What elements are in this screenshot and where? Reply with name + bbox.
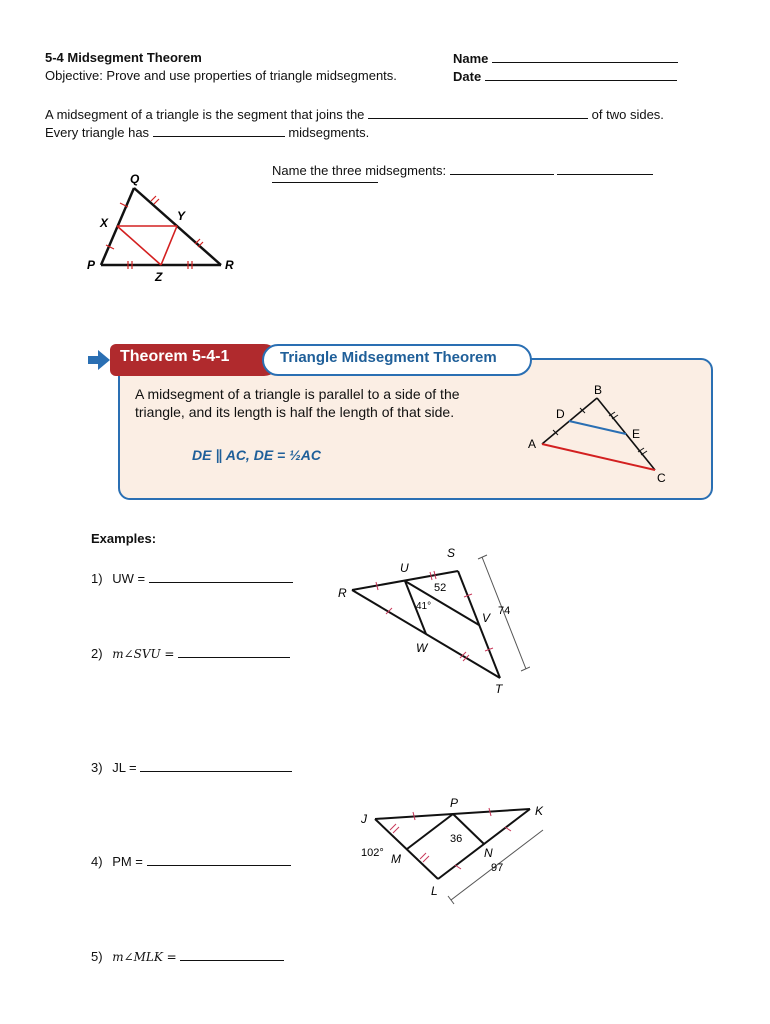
example-3 (91, 758, 292, 776)
midsegment-blank-1[interactable] (450, 161, 554, 175)
label-r2: R (338, 586, 347, 600)
label-l: L (431, 884, 438, 898)
label-w: W (416, 641, 428, 655)
label-a: A (528, 437, 537, 451)
definition-line-1 (45, 105, 664, 123)
name-label: Name (453, 51, 489, 66)
label-v: V (482, 611, 491, 625)
date-label: Date (453, 69, 482, 84)
triangle-rst-figure (330, 545, 530, 700)
label-s: S (447, 546, 456, 560)
midsegment-blank-2[interactable] (557, 161, 653, 175)
definition-text: A midsegment of a triangle is the segment that joins the (45, 107, 365, 122)
example-number: 1) (91, 571, 103, 586)
midsegments-prompt (272, 161, 653, 179)
theorem-title: Triangle Midsegment Theorem (280, 349, 497, 366)
label-p: P (87, 258, 96, 272)
label-x: X (100, 216, 109, 230)
theorem-label: Theorem 5-4-1 (120, 348, 230, 365)
label-j: J (361, 812, 367, 826)
definition-text-2: Every triangle has (45, 125, 150, 140)
definition-blank-2[interactable] (153, 123, 285, 137)
definition-text-end: of two sides. (591, 107, 664, 122)
label-k: K (535, 804, 544, 818)
example-5 (91, 947, 284, 966)
triangle-pqr-figure (80, 165, 250, 285)
date-field[interactable] (453, 67, 677, 85)
example-number: 2) (91, 646, 103, 661)
answer-blank-4[interactable] (147, 852, 291, 866)
example-prompt: JL = (112, 760, 137, 775)
value-52: 52 (434, 582, 447, 594)
objective: Objective: Prove and use properties of triangle midsegments. (45, 68, 397, 83)
example-2 (91, 644, 290, 663)
answer-blank-3[interactable] (140, 758, 292, 772)
answer-blank-5[interactable] (180, 947, 284, 961)
arrow-icon (88, 350, 110, 370)
example-prompt: m∠MLK = (112, 950, 177, 964)
label-p2: P (450, 796, 459, 810)
label-c: C (657, 471, 666, 485)
answer-blank-2[interactable] (178, 644, 290, 658)
label-e: E (632, 427, 641, 441)
triangle-abc-figure (520, 378, 690, 490)
label-m: M (391, 852, 401, 866)
triangle-jkl-figure (355, 795, 555, 910)
worksheet-title: 5-4 Midsegment Theorem (45, 50, 202, 65)
example-number: 4) (91, 854, 103, 869)
example-number: 5) (91, 949, 103, 964)
definition-text-2-end: midsegments. (288, 125, 370, 140)
theorem-body: A midsegment of a triangle is parallel to a side of the triangle, and its length is half the length of that side. (135, 386, 460, 420)
label-q: Q (130, 172, 140, 186)
example-1 (91, 569, 293, 587)
midsegment-blank-3[interactable] (272, 182, 378, 183)
name-blank[interactable] (492, 49, 678, 63)
example-prompt: m∠SVU = (112, 647, 175, 661)
definition-blank-1[interactable] (368, 105, 588, 119)
label-t: T (495, 682, 503, 696)
label-d: D (556, 407, 565, 421)
theorem-formula: DE ∥ AC, DE = ½AC (192, 447, 322, 463)
label-y: Y (177, 209, 186, 223)
label-b: B (594, 383, 603, 397)
definition-line-2 (45, 123, 369, 141)
example-prompt: UW = (112, 571, 146, 586)
label-u: U (400, 561, 409, 575)
label-z: Z (155, 270, 163, 284)
midsegments-label: Name the three midsegments: (272, 163, 447, 178)
example-4 (91, 852, 291, 870)
value-74: 74 (498, 605, 511, 617)
label-r: R (225, 258, 234, 272)
example-number: 3) (91, 760, 103, 775)
date-blank[interactable] (485, 67, 677, 81)
examples-heading: Examples: (91, 531, 157, 546)
answer-blank-1[interactable] (149, 569, 293, 583)
value-36: 36 (450, 833, 463, 845)
label-n: N (484, 846, 493, 860)
name-field[interactable] (453, 49, 678, 67)
example-prompt: PM = (112, 854, 143, 869)
value-102: 102° (361, 847, 384, 859)
value-97: 97 (491, 862, 504, 874)
value-41: 41° (416, 601, 432, 612)
